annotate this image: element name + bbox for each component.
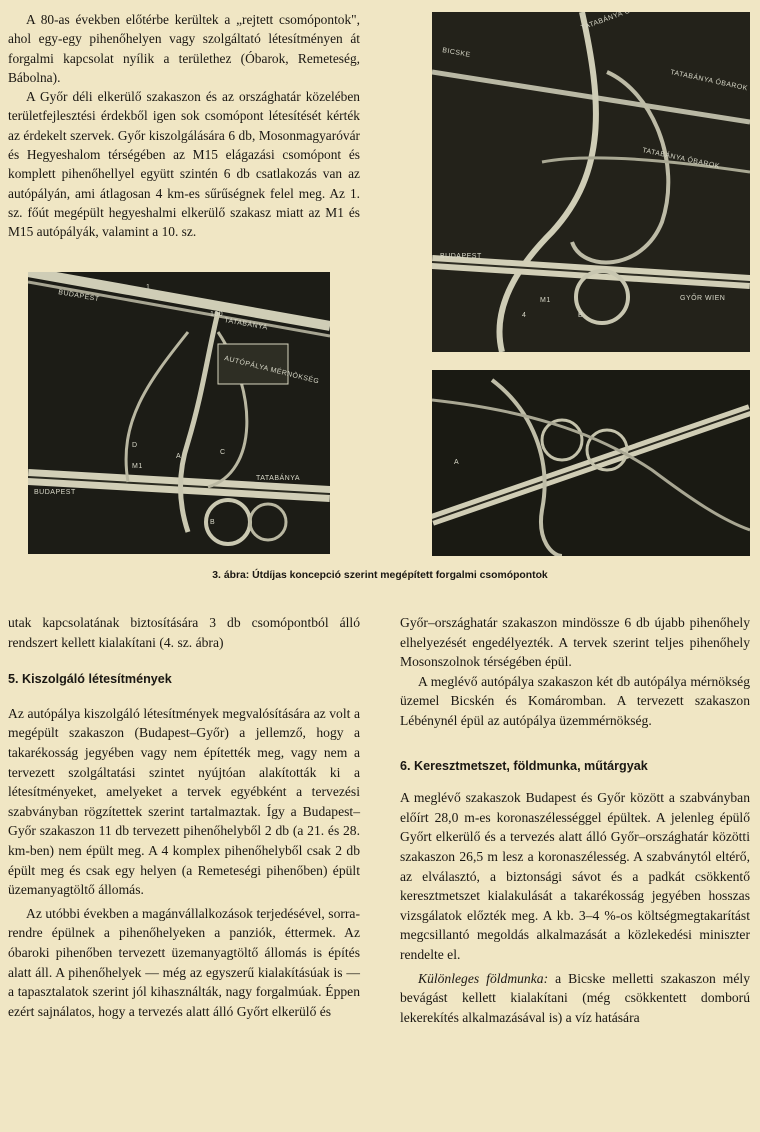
photo-label: AUTÓPÁLYA MÉRNÖKSÉG [223,355,320,386]
section-5-heading: 5. Kiszolgáló létesítmények [8,672,172,687]
photo-label: 100 [210,311,224,318]
photo-label: A [176,453,182,460]
intro-paragraph-1: A 80-as években előtérbe kerültek a „rejtett csomópontok", ahol egy-egy pihenőhelyen vagy szolgáltató létesítményen át forgalmi kapcsolat nyílik a területhez (Óbarok, Remeteség, Bábolna). [8,12,360,85]
photo-label: TATABÁNYA ÓBAROK [669,69,749,93]
photo-label: TATABÁNYA [256,475,301,482]
photo-label: TATABÁNYA ÓBAROK [641,147,721,171]
intro-paragraph-2: A Győr déli elkerülő szakaszon és az országhatár közelében területfejlesztési érdekből igen sok csomópont létesítését kérték az érdekelt szervek. Győr kiszolgálására 6 db, Mosonmagyaróvár és Hegyeshalom térségében az M15 elágazási csomópont és komplett pihenőhellyel együtt szintén 6 db csatlakozás van az autópályán, ami átlagosan 4 km-es sűrűségnek felel meg. Az 1. sz. főút megépült hegyeshalmi elkerülő szakasz miatt az M1 és M15 autópályák, valamint a 10. sz. [8,89,360,240]
photo-label: M1 [132,463,143,470]
lower-right-column [400,613,750,1027]
photo-label: BUDAPEST [440,253,482,260]
aerial-photo-top-right [432,12,750,352]
photo-label: A [454,459,460,466]
right-paragraph-3: A meglévő szakaszok Budapest és Győr között a szabványban előírt 28,0 m-es koronaszélességgel épültek. A jelenleg épülő Győrt elkerülő és a tervezés alatt álló Győr–országhatár közötti szakaszon 26,5 m lesz a koronaszélesség. A szabványtól eltérő, az elválasztó, a biztonsági sávot és a padkát csökkentő keresztmetszet kialakulását a takarékosság jegyében hosszas vizsgálatok előzték meg. A kb. 3–4 %-os költségmegtakarítást megcsillantó megoldás alkalmazását a közlekedési miniszter rendelte el. [400,790,750,962]
photo-label: BICSKE [441,47,472,59]
photo-label: BUDAPEST [34,489,76,496]
aerial-photo-bottom-right [432,370,750,556]
photo-label: TATABÁNYA [223,317,269,332]
photo-label: GYŐR WIEN [680,295,726,302]
right-paragraph-1: Győr–országhatár szakaszon mindössze 6 db újabb pihenőhely elhelyezését engedélyezték. A tervek szerint teljes pihenőhely Mosonszolnok térségében épül. [400,615,750,670]
left-paragraph-1 [8,613,360,652]
figure-caption: 3. ábra: Útdíjas koncepció szerint megépített forgalmi csomópontok [212,570,548,581]
intro-column [8,10,360,242]
left-paragraph-2: Az autópálya kiszolgáló létesítmények megvalósítására az volt a megépült szakaszon (Budapest–Győr) a jellemző, hogy a takarékosság jegyében vagy nem építették meg, vagy nem a tervezett szolgáltatási szintet nyújtóan alakították ki a létesítményeket, amelyeket a tervek egyébként a tervezési szabványban rögzítettek szerint tartalmaztak. Így a Budapest–Győr szakaszon 11 db tervezett pihenőhelyből 2 db (a 21. és 28. km-ben) nem épült meg. A 4 komplex pihenőhelyből csak 2 db épült meg és csak egy helyen (a Remeteségi pihenőben) épült üzemanyagtöltő állomás. [8,705,360,898]
left-paragraph-1-text: utak kapcsolatának biztosítására 3 db csomópontból álló rendszert kellett kialakítani (4. sz. ábra) [8,615,360,650]
right-paragraph-4 [400,969,750,1028]
aerial-photo-left [28,272,330,554]
section-6-heading: 6. Keresztmetszet, földmunka, műtárgyak [400,758,648,773]
lower-left-column [8,613,360,1021]
photo-label: C [220,449,226,456]
photo-label: 4 [522,312,527,319]
photo-label: M1 [540,297,551,304]
photo-label: 1 [146,284,151,291]
photo-label: BUDAPEST [57,289,100,304]
special-earthwork-text: a Bicske melletti szakaszon mély bevágást kellett kialakítani (még csökkentett domború lekerekítés alkalmazásával is) a víz hatására [400,970,750,1025]
right-paragraph-2: A meglévő autópálya szakaszon két db autópálya mérnökség üzemel Bicskén és Komáromban. A tervezett szakaszon Lébénynél épül az autópálya üzemmérnökség. [400,673,750,728]
special-earthwork-lead: Különleges földmunka: [418,970,549,986]
left-paragraph-3: Az utóbbi években a magánvállalkozások terjedésével, sorra-rendre épülnek a pihenőhelyeken a panziók, éttermek. Az óbaroki pihenőben tervezett üzemanyagtöltő állomás is építés alatt áll. A pihenőhelyek — még az egyszerű kialakításúak is — a tapasztalatok szerint jól kihasználták, nagy forgalmúak. Éppen ezért sajnálatos, hogy a tervezés alatt álló Győrt elkerülő és [8,905,360,1019]
photo-label: B [578,312,584,319]
photo-label: D [132,442,138,449]
photo-label: B [210,519,216,526]
